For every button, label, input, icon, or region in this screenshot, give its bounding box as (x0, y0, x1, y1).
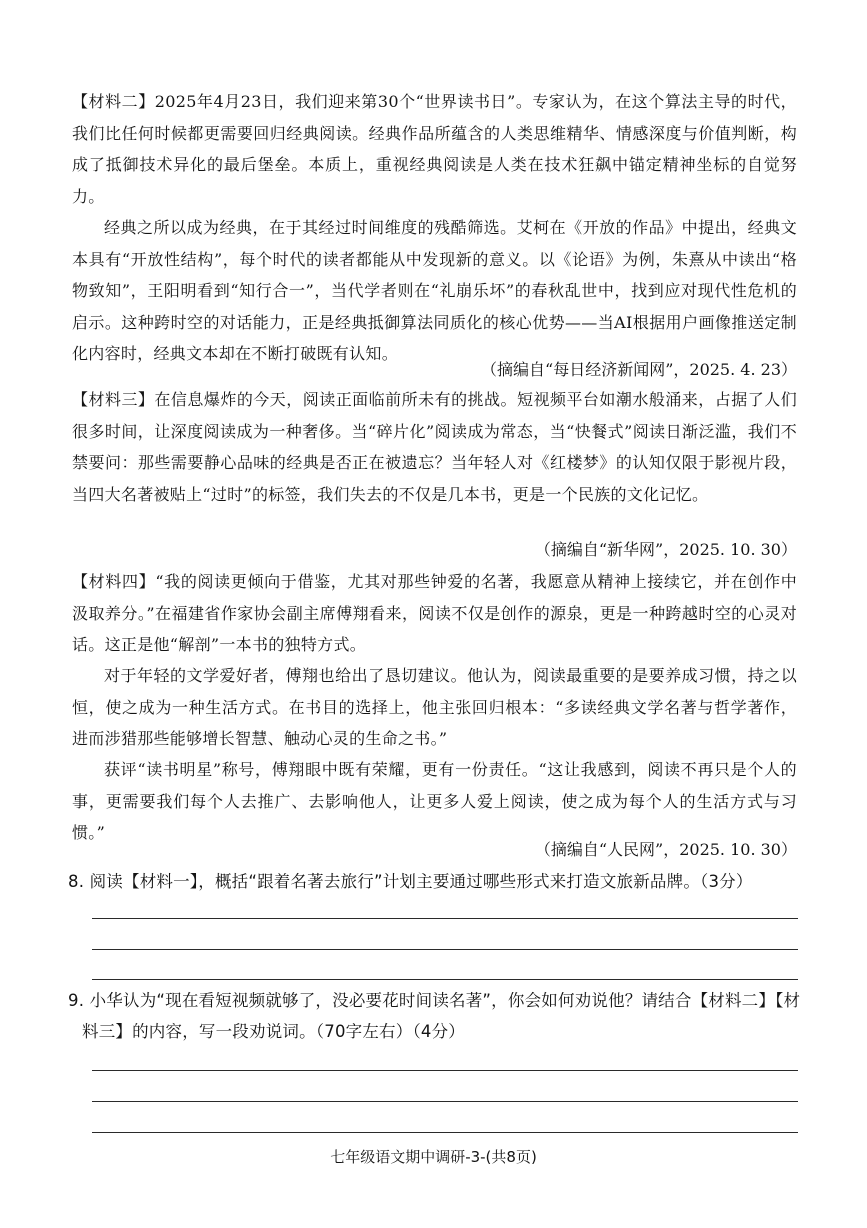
answer-line-q9-1[interactable] (92, 1070, 798, 1071)
question-8 (68, 866, 803, 897)
material4-paragraph-3: 获评“读书明星”称号，傅翔眼中既有荣耀，更有一份责任。“这让我感到，阅读不再只是个人的事，更需要我们每个人去推广、去影响他人，让更多人爱上阅读，使之成为每个人的生活方式与习惯。” (72, 760, 797, 842)
answer-line-q8-3[interactable] (92, 979, 798, 980)
material3-source: （摘编自“新华网”，2025. 10. 30） (534, 540, 797, 559)
material3-paragraph-1: 【材料三】在信息爆炸的今天，阅读正面临前所未有的挑战。短视频平台如潮水般涌来，占据了人们很多时间，让深度阅读成为一种奢侈。当“碎片化”阅读成为常态，当“快餐式”阅读日渐泛滥，我们不禁要问：那些需要静心品味的经典是否正在被遗忘？当年轻人对《红楼梦》的认知仅限于影视片段，当四大名著被贴上“过时”的标签，我们失去的不仅是几本书，更是一个民族的文化记忆。 (72, 390, 797, 504)
material4-paragraph-1: 【材料四】“我的阅读更倾向于借鉴，尤其对那些钟爱的名著，我愿意从精神上接续它，并在创作中汲取养分。”在福建省作家协会副主席傅翔看来，阅读不仅是创作的源泉，更是一种跨越时空的心灵对话。这正是他“解剖”一本书的独特方式。 (72, 572, 797, 654)
answer-line-q9-2[interactable] (92, 1101, 798, 1102)
answer-line-q8-1[interactable] (92, 918, 798, 919)
question-8-text: 8. 阅读【材料一】，概括“跟着名著去旅行”计划主要通过哪些形式来打造文旅新品牌。（3分） (68, 872, 753, 891)
answer-line-q9-3[interactable] (92, 1132, 798, 1133)
material2-source: （摘编自“每日经济新闻网”，2025. 4. 23） (481, 360, 797, 379)
answer-line-q8-2[interactable] (92, 949, 798, 950)
material2-paragraph-1: 【材料二】2025年4月23日，我们迎来第30个“世界读书日”。专家认为，在这个算法主导的时代，我们比任何时候都更需要回归经典阅读。经典作品所蕴含的人类思维精华、情感深度与价值判断，构成了抵御技术异化的最后堡垒。本质上，重视经典阅读是人类在技术狂飙中锚定精神坐标的自觉努力。 (72, 92, 797, 206)
page-footer: 七年级语文期中调研-3-(共8页) (330, 1148, 537, 1166)
material4-paragraph-2: 对于年轻的文学爱好者，傅翔也给出了恳切建议。他认为，阅读最重要的是要养成习惯，持之以恒，使之成为一种生活方式。在书目的选择上，他主张回归根本：“多读经典文学名著与哲学著作，进而涉猎那些能够增长智慧、触动心灵的生命之书。” (72, 666, 797, 748)
material2-paragraph-2: 经典之所以成为经典，在于其经过时间维度的残酷筛选。艾柯在《开放的作品》中提出，经典文本具有“开放性结构”，每个时代的读者都能从中发现新的意义。以《论语》为例，朱熹从中读出“格物致知”，王阳明看到“知行合一”，当代学者则在“礼崩乐坏”的春秋乱世中，找到应对现代性危机的启示。这种跨时空的对话能力，正是经典抵御算法同质化的核心优势——当AI根据用户画像推送定制化内容时，经典文本却在不断打破既有认知。 (72, 218, 797, 363)
question-9-text: 9. 小华认为“现在看短视频就够了，没必要花时间读名著”，你会如何劝说他？请结合【材料二】【材料三】的内容，写一段劝说词。（70字左右）（4分） (68, 991, 801, 1041)
material4-source: （摘编自“人民网”，2025. 10. 30） (534, 840, 797, 859)
question-9 (68, 985, 803, 1047)
